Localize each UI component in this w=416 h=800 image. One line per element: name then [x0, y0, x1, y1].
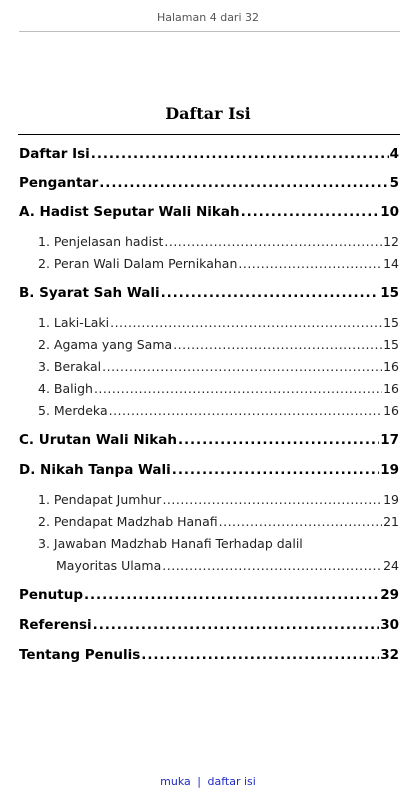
toc-entry-berakal[interactable]: [38, 359, 399, 374]
toc-entry-page: 15: [383, 337, 399, 352]
toc-entry-daftar-isi[interactable]: [19, 146, 399, 162]
toc-entry-urutan-wali-nikah[interactable]: [19, 432, 399, 448]
toc-entry-label: 1. Pendapat Jumhur: [38, 492, 162, 507]
dot-leader: [172, 462, 379, 478]
toc-entry-agama-yang-sama[interactable]: [38, 337, 399, 352]
toc-entry-label: Tentang Penulis: [19, 647, 141, 663]
toc-title: Daftar Isi: [165, 104, 251, 123]
toc-entry-label: Penutup: [19, 587, 83, 603]
dot-leader: [219, 514, 382, 529]
toc-entry-label: 3. Berakal: [38, 359, 102, 374]
dot-leader: [238, 256, 382, 271]
toc-entry-page: 14: [383, 256, 399, 271]
footer-separator: |: [197, 775, 201, 788]
toc-entry-label: C. Urutan Wali Nikah: [19, 432, 177, 448]
toc-entry-label: Daftar Isi: [19, 146, 90, 162]
toc-entry-label: 5. Merdeka: [38, 403, 108, 418]
dot-leader: [102, 359, 382, 374]
toc-entry-merdeka[interactable]: [38, 403, 399, 418]
toc-entry-label: 1. Laki-Laki: [38, 315, 110, 330]
toc-entry-page: 19: [383, 492, 399, 507]
toc-entry-peran-wali[interactable]: [38, 256, 399, 271]
toc-entry-tentang-penulis[interactable]: [19, 647, 399, 663]
toc-entry-page: 5: [389, 175, 399, 191]
toc-entry-pendapat-madzhab-hanafi[interactable]: [38, 514, 399, 529]
toc-entry-page: 21: [383, 514, 399, 529]
toc-entry-penutup[interactable]: [19, 587, 399, 603]
toc-entry-label: Pengantar: [19, 175, 99, 191]
toc-entry-label: 2. Pendapat Madzhab Hanafi: [38, 514, 218, 529]
dot-leader: [91, 146, 389, 162]
dot-leader: [173, 337, 382, 352]
toc-entry-pendapat-jumhur[interactable]: [38, 492, 399, 507]
toc-entry-page: 29: [380, 587, 399, 603]
toc-entry-label: Mayoritas Ulama: [56, 558, 162, 573]
toc-entry-label: Referensi: [19, 617, 92, 633]
dot-leader: [178, 432, 379, 448]
toc-entry-page: 15: [383, 315, 399, 330]
dot-leader: [161, 285, 380, 301]
link-daftar-isi[interactable]: daftar isi: [207, 775, 256, 788]
toc-entry-label: A. Hadist Seputar Wali Nikah: [19, 204, 240, 220]
toc-entry-jawaban-madzhab-hanafi[interactable]: [56, 558, 399, 573]
dot-leader: [162, 558, 382, 573]
toc-entry-page: 30: [380, 617, 399, 633]
dot-leader: [94, 381, 382, 396]
link-muka[interactable]: muka: [160, 775, 191, 788]
toc-entry-page: 24: [383, 558, 399, 573]
toc-entry-page: 4: [389, 146, 399, 162]
toc-entry-label: D. Nikah Tanpa Wali: [19, 462, 171, 478]
dot-leader: [110, 315, 382, 330]
toc-entry-syarat-sah-wali[interactable]: [19, 285, 399, 301]
toc-entry-hadist-seputar-wali-nikah[interactable]: [19, 204, 399, 220]
dot-leader: [93, 617, 380, 633]
toc-entry-page: 12: [383, 234, 399, 249]
header-divider: [19, 31, 400, 32]
toc-entry-nikah-tanpa-wali[interactable]: [19, 462, 399, 478]
toc-entry-page: 16: [383, 359, 399, 374]
toc-entry-label: 2. Peran Wali Dalam Pernikahan: [38, 256, 238, 271]
page-number-header: Halaman 4 dari 32: [156, 11, 260, 24]
dot-leader: [84, 587, 379, 603]
toc-entry-penjelasan-hadist[interactable]: [38, 234, 399, 249]
toc-entry-page: 16: [383, 403, 399, 418]
toc-entry-laki-laki[interactable]: [38, 315, 399, 330]
dot-leader: [241, 204, 380, 220]
toc-entry-page: 10: [380, 204, 399, 220]
toc-entry-page: 15: [380, 285, 399, 301]
toc-entry-label: 4. Baligh: [38, 381, 93, 396]
dot-leader: [164, 234, 382, 249]
toc-entry-page: 32: [380, 647, 399, 663]
toc-entry-jawaban-madzhab-hanafi-line1[interactable]: 3. Jawaban Madzhab Hanafi Terhadap dalil: [38, 536, 303, 551]
toc-entry-referensi[interactable]: [19, 617, 399, 633]
toc-entry-label: B. Syarat Sah Wali: [19, 285, 160, 301]
toc-entry-baligh[interactable]: [38, 381, 399, 396]
toc-entry-page: 19: [380, 462, 399, 478]
toc-entry-pengantar[interactable]: [19, 175, 399, 191]
toc-entry-label: 1. Penjelasan hadist: [38, 234, 164, 249]
toc-entry-label: 2. Agama yang Sama: [38, 337, 173, 352]
dot-leader: [141, 647, 379, 663]
dot-leader: [162, 492, 382, 507]
footer-nav: [0, 775, 416, 788]
toc-entry-page: 17: [380, 432, 399, 448]
title-divider: [18, 134, 400, 135]
dot-leader: [99, 175, 388, 191]
dot-leader: [109, 403, 382, 418]
toc-entry-page: 16: [383, 381, 399, 396]
